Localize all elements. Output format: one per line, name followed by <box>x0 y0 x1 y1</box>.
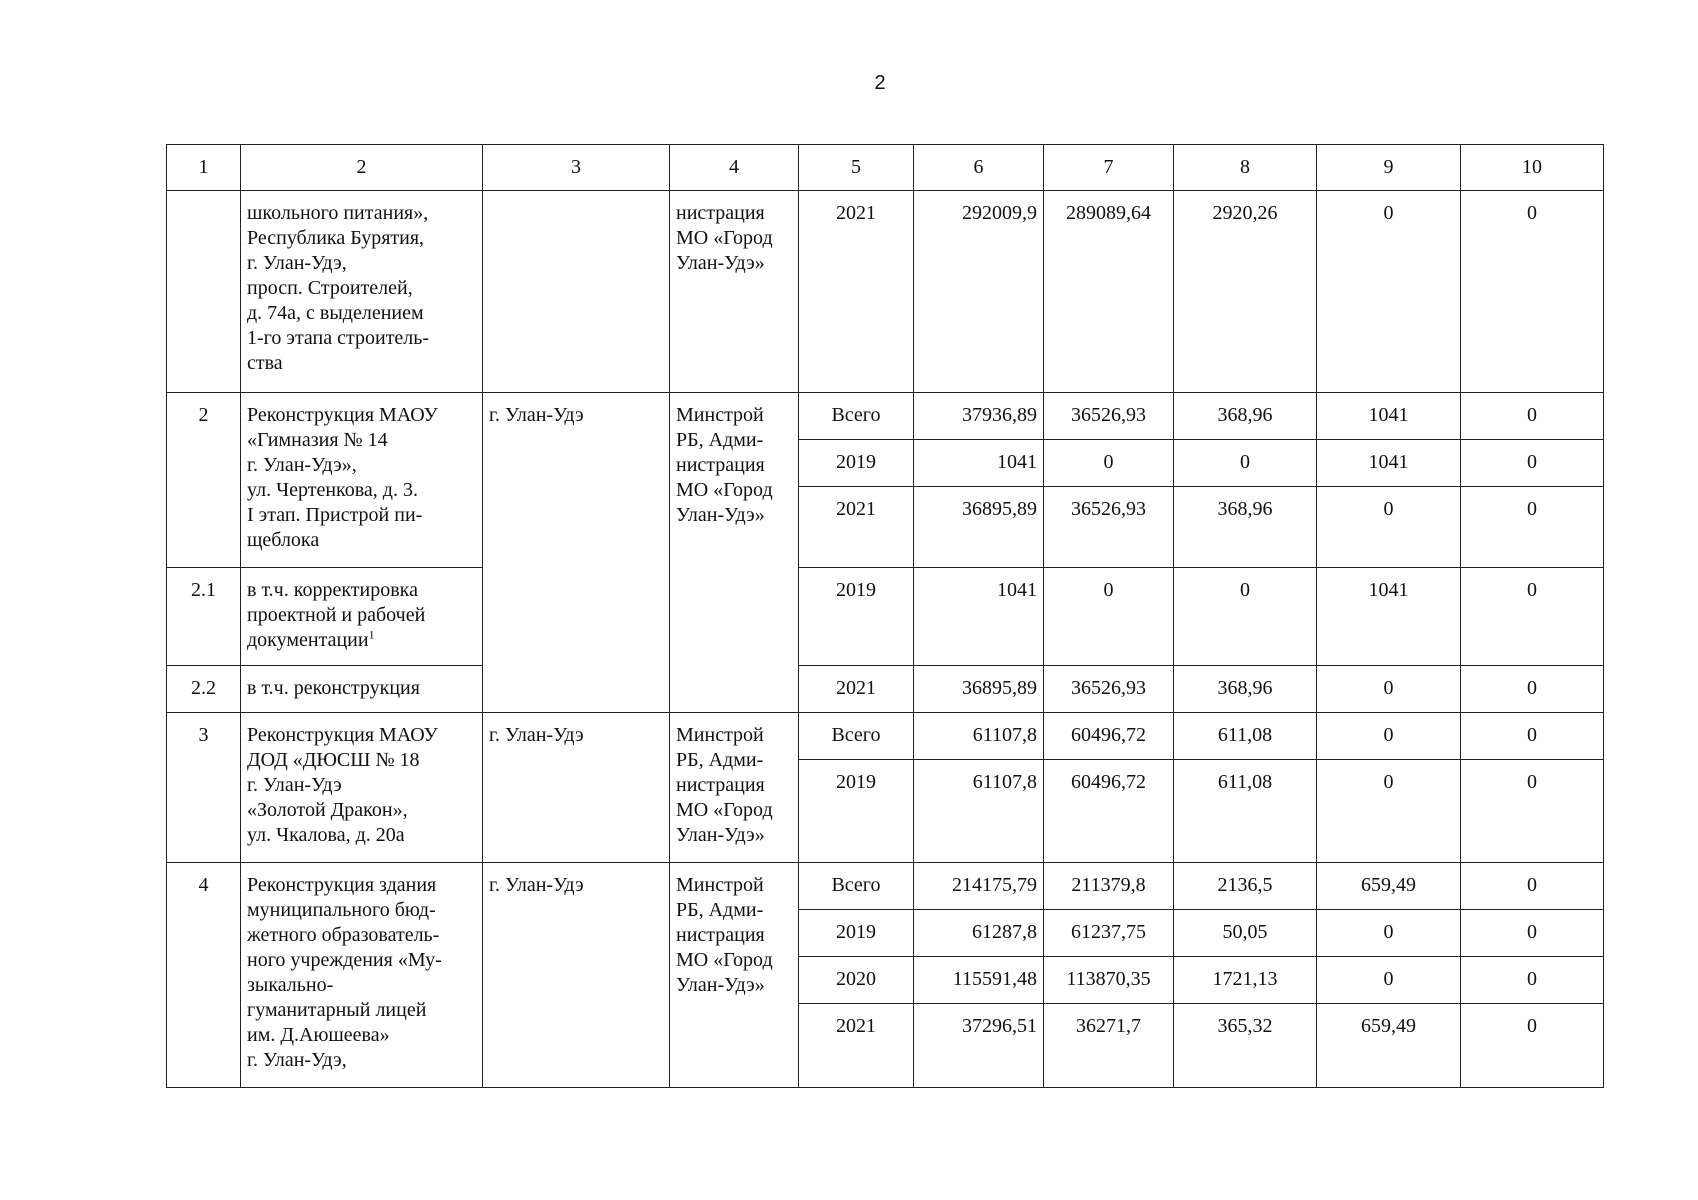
financing-table <box>166 144 1604 1088</box>
total-cell: 36895,89 <box>914 487 1044 568</box>
local-cell: 659,49 <box>1317 1004 1461 1088</box>
header-cell: 10 <box>1461 145 1604 191</box>
location-cell: г. Улан-Удэ <box>483 863 670 1088</box>
regional-cell: 2136,5 <box>1174 863 1317 910</box>
local-cell: 1041 <box>1317 440 1461 487</box>
total-cell: 115591,48 <box>914 957 1044 1004</box>
regional-cell: 50,05 <box>1174 910 1317 957</box>
row-number-cell: 4 <box>167 863 241 1088</box>
total-cell: 1041 <box>914 440 1044 487</box>
row-number-cell: 2.1 <box>167 568 241 666</box>
executor-cell: Минстрой РБ, Адми- нистрация МО «Город Улан-Удэ» <box>670 863 799 1088</box>
total-cell: 214175,79 <box>914 863 1044 910</box>
executor-cell: нистрация МО «Город Улан-Удэ» <box>670 191 799 393</box>
table-row <box>167 863 1604 910</box>
executor-cell: Минстрой РБ, Адми- нистрация МО «Город Улан-Удэ» <box>670 393 799 713</box>
other-cell: 0 <box>1461 1004 1604 1088</box>
other-cell: 0 <box>1461 957 1604 1004</box>
year-cell: 2021 <box>799 1004 914 1088</box>
federal-cell: 211379,8 <box>1044 863 1174 910</box>
other-cell: 0 <box>1461 713 1604 760</box>
local-cell: 0 <box>1317 191 1461 393</box>
regional-cell: 611,08 <box>1174 713 1317 760</box>
header-cell: 6 <box>914 145 1044 191</box>
local-cell: 0 <box>1317 910 1461 957</box>
local-cell: 1041 <box>1317 568 1461 666</box>
federal-cell: 60496,72 <box>1044 713 1174 760</box>
object-name-cell: в т.ч. реконструкция <box>241 666 483 713</box>
header-cell: 5 <box>799 145 914 191</box>
header-cell: 9 <box>1317 145 1461 191</box>
year-cell: Всего <box>799 713 914 760</box>
total-cell: 37296,51 <box>914 1004 1044 1088</box>
object-name-cell: Реконструкция МАОУ ДОД «ДЮСШ № 18 г. Улан-Удэ «Золотой Дракон», ул. Чкалова, д. 20а <box>241 713 483 863</box>
object-name-text: в т.ч. корректировка проектной и рабочей документации <box>247 579 426 651</box>
federal-cell: 36526,93 <box>1044 487 1174 568</box>
page-number: 2 <box>874 72 886 94</box>
year-cell: Всего <box>799 863 914 910</box>
total-cell: 36895,89 <box>914 666 1044 713</box>
year-cell: 2021 <box>799 487 914 568</box>
other-cell: 0 <box>1461 910 1604 957</box>
year-cell: 2021 <box>799 191 914 393</box>
federal-cell: 0 <box>1044 568 1174 666</box>
header-cell: 2 <box>241 145 483 191</box>
regional-cell: 368,96 <box>1174 666 1317 713</box>
location-cell: г. Улан-Удэ <box>483 393 670 713</box>
total-cell: 61107,8 <box>914 713 1044 760</box>
location-cell: г. Улан-Удэ <box>483 713 670 863</box>
local-cell: 0 <box>1317 957 1461 1004</box>
other-cell: 0 <box>1461 568 1604 666</box>
regional-cell: 368,96 <box>1174 393 1317 440</box>
local-cell: 0 <box>1317 487 1461 568</box>
other-cell: 0 <box>1461 760 1604 863</box>
federal-cell: 60496,72 <box>1044 760 1174 863</box>
year-cell: 2019 <box>799 568 914 666</box>
other-cell: 0 <box>1461 863 1604 910</box>
row-number-cell <box>167 191 241 393</box>
federal-cell: 61237,75 <box>1044 910 1174 957</box>
other-cell: 0 <box>1461 191 1604 393</box>
federal-cell: 113870,35 <box>1044 957 1174 1004</box>
regional-cell: 365,32 <box>1174 1004 1317 1088</box>
local-cell: 0 <box>1317 760 1461 863</box>
year-cell: 2020 <box>799 957 914 1004</box>
object-name-cell: Реконструкция здания муниципального бюд- жетного образователь- ного учреждения «Му- зыкально- гуманитарный лицей им. Д.Аюшеева» г. Улан-Удэ, <box>241 863 483 1088</box>
regional-cell: 2920,26 <box>1174 191 1317 393</box>
regional-cell: 611,08 <box>1174 760 1317 863</box>
header-row <box>167 145 1604 191</box>
footnote-mark: 1 <box>368 627 375 642</box>
row-number-cell: 3 <box>167 713 241 863</box>
object-name-cell <box>241 568 483 666</box>
federal-cell: 0 <box>1044 440 1174 487</box>
executor-cell: Минстрой РБ, Адми- нистрация МО «Город Улан-Удэ» <box>670 713 799 863</box>
total-cell: 292009,9 <box>914 191 1044 393</box>
federal-cell: 36526,93 <box>1044 666 1174 713</box>
table-row <box>167 393 1604 440</box>
year-cell: 2021 <box>799 666 914 713</box>
total-cell: 61107,8 <box>914 760 1044 863</box>
object-name-cell: школьного питания», Республика Бурятия, г. Улан-Удэ, просп. Строителей, д. 74а, с выделением 1-го этапа строитель- ства <box>241 191 483 393</box>
header-cell: 4 <box>670 145 799 191</box>
regional-cell: 0 <box>1174 440 1317 487</box>
year-cell: 2019 <box>799 910 914 957</box>
row-number-cell: 2.2 <box>167 666 241 713</box>
other-cell: 0 <box>1461 440 1604 487</box>
other-cell: 0 <box>1461 393 1604 440</box>
year-cell: 2019 <box>799 760 914 863</box>
total-cell: 37936,89 <box>914 393 1044 440</box>
other-cell: 0 <box>1461 487 1604 568</box>
table-row <box>167 568 1604 666</box>
header-cell: 1 <box>167 145 241 191</box>
table-row <box>167 666 1604 713</box>
total-cell: 1041 <box>914 568 1044 666</box>
table-row <box>167 713 1604 760</box>
federal-cell: 36271,7 <box>1044 1004 1174 1088</box>
federal-cell: 289089,64 <box>1044 191 1174 393</box>
header-cell: 3 <box>483 145 670 191</box>
local-cell: 0 <box>1317 666 1461 713</box>
table-row <box>167 191 1604 393</box>
regional-cell: 1721,13 <box>1174 957 1317 1004</box>
regional-cell: 368,96 <box>1174 487 1317 568</box>
row-number-cell: 2 <box>167 393 241 568</box>
other-cell: 0 <box>1461 666 1604 713</box>
local-cell: 659,49 <box>1317 863 1461 910</box>
year-cell: Всего <box>799 393 914 440</box>
year-cell: 2019 <box>799 440 914 487</box>
header-cell: 8 <box>1174 145 1317 191</box>
total-cell: 61287,8 <box>914 910 1044 957</box>
header-cell: 7 <box>1044 145 1174 191</box>
location-cell <box>483 191 670 393</box>
federal-cell: 36526,93 <box>1044 393 1174 440</box>
object-name-cell: Реконструкция МАОУ «Гимназия № 14 г. Улан-Удэ», ул. Чертенкова, д. 3. I этап. Пристрой пи- щеблока <box>241 393 483 568</box>
local-cell: 1041 <box>1317 393 1461 440</box>
regional-cell: 0 <box>1174 568 1317 666</box>
local-cell: 0 <box>1317 713 1461 760</box>
